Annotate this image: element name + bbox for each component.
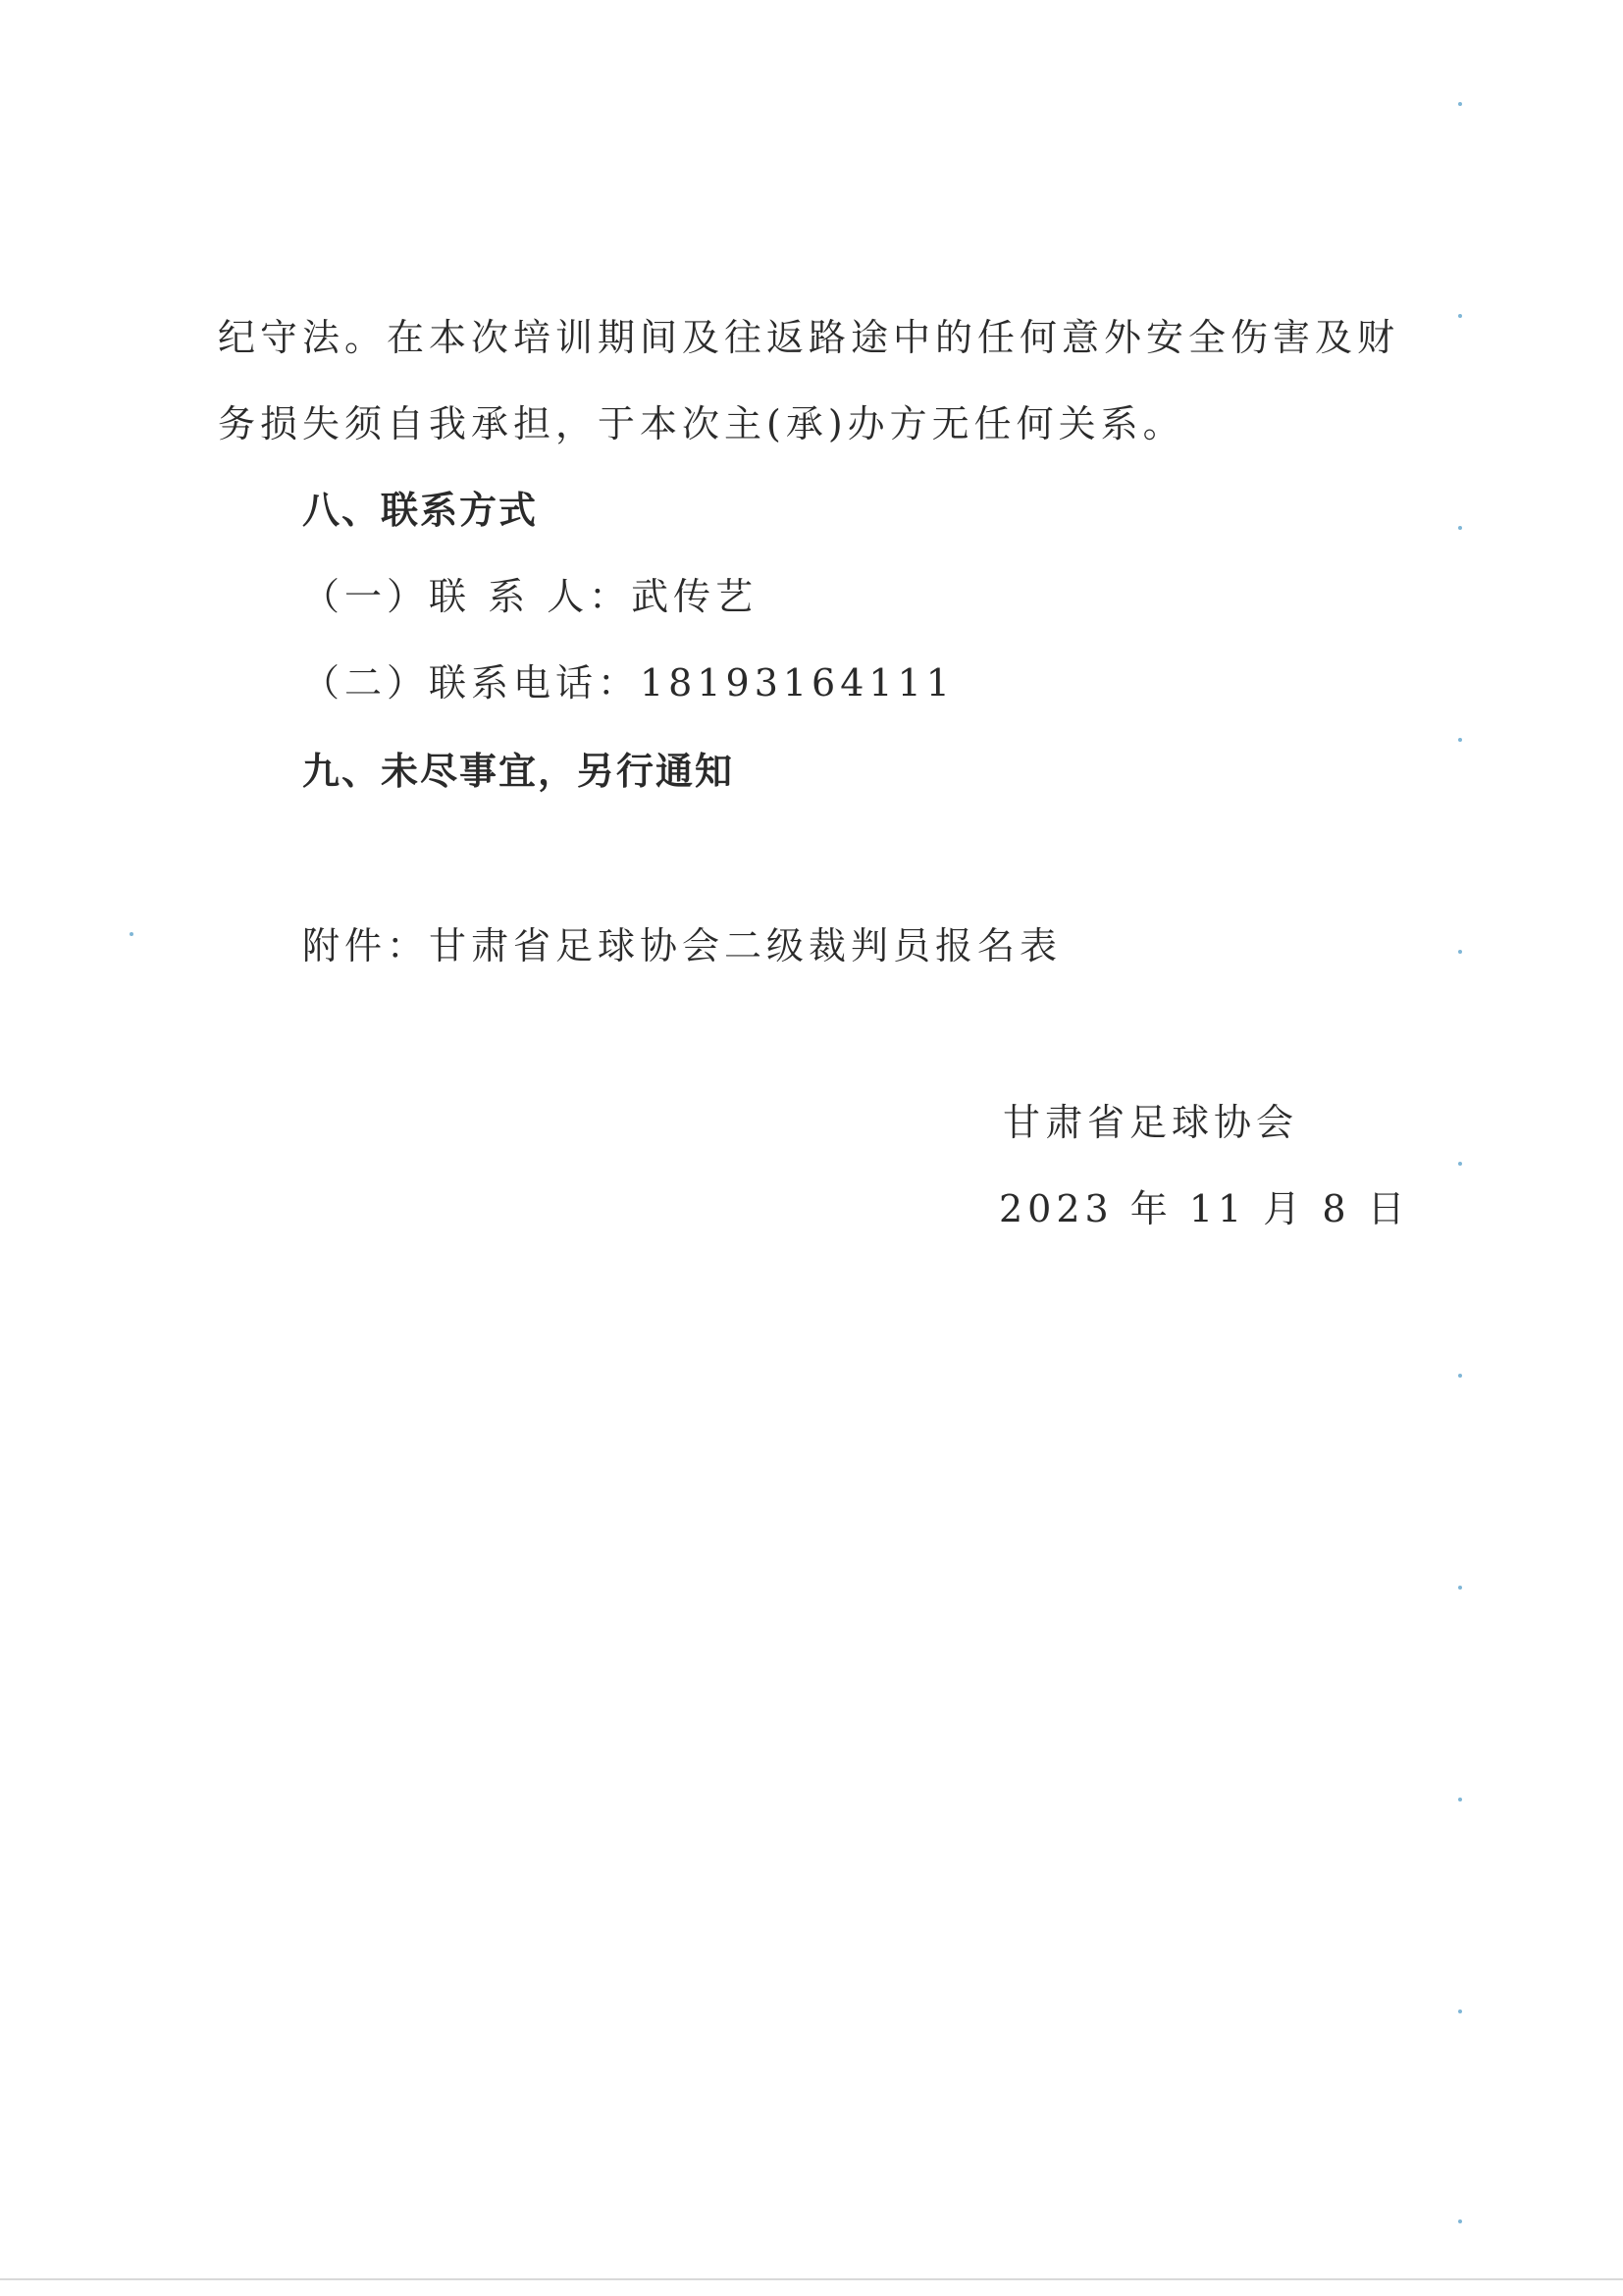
margin-dot <box>1458 1798 1462 1801</box>
body-paragraph-line-2: 务损失须自我承担，于本次主(承)办方无任何关系。 <box>218 402 1185 445</box>
contact-phone: （二）联系电话：18193164111 <box>302 661 955 704</box>
attachment-note: 附件：甘肃省足球协会二级裁判员报名表 <box>302 924 1063 967</box>
margin-dot <box>1458 1586 1462 1590</box>
margin-dot <box>1458 314 1462 318</box>
margin-dot <box>1458 1162 1462 1166</box>
margin-dot <box>1458 2219 1462 2223</box>
margin-dot <box>1458 950 1462 954</box>
margin-dot <box>130 932 133 936</box>
contact-person: （一）联 系 人：武传艺 <box>302 575 759 618</box>
margin-dot <box>1458 2009 1462 2013</box>
signature-organization: 甘肃省足球协会 <box>1003 1101 1299 1144</box>
signature-date: 2023 年 11 月 8 日 <box>999 1187 1410 1230</box>
margin-dot <box>1458 102 1462 106</box>
margin-dot <box>1458 526 1462 530</box>
scan-bottom-edge <box>0 2278 1623 2280</box>
section-9-heading: 九、未尽事宜，另行通知 <box>302 750 735 793</box>
margin-dot <box>1458 738 1462 742</box>
margin-dot <box>1458 1374 1462 1378</box>
body-paragraph-line-1: 纪守法。在本次培训期间及往返路途中的任何意外安全伤害及财 <box>218 316 1400 359</box>
section-8-heading: 八、联系方式 <box>302 489 539 532</box>
